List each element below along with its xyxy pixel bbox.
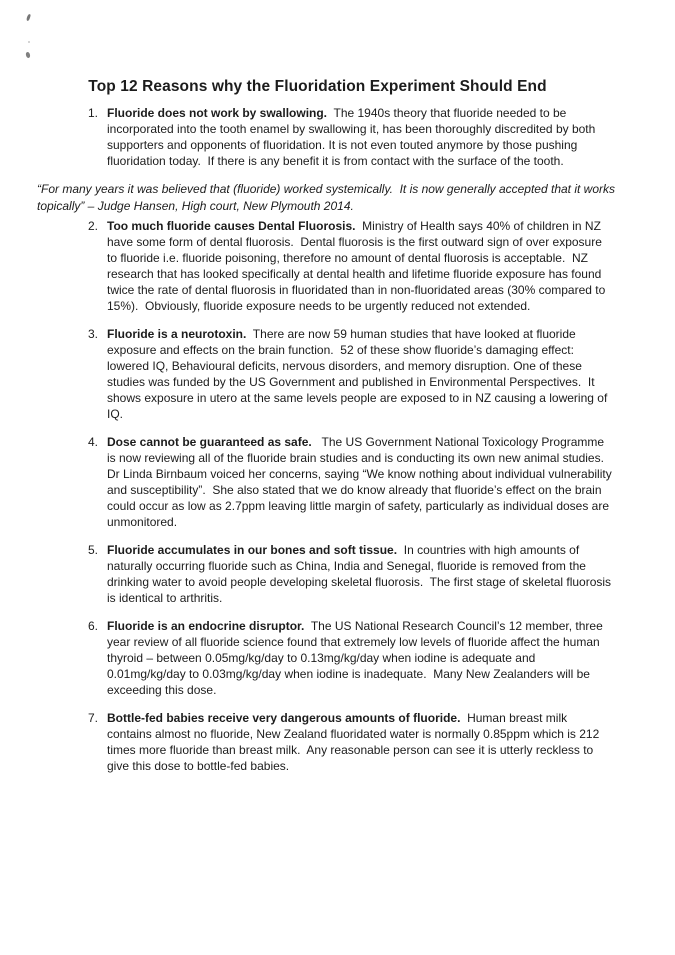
item-body: Ministry of Health says 40% of children in NZ have some form of dental fluorosis. Dental fluorosis is the first outward sign of over exposure to fluoride i.e. fluoride poisoning, therefore no amount of dental fluorosis is acceptable. NZ research that has looked specifically at dental health and lifetime fluoride exposure has found twice the rate of dental fluorosis in fluoridated than in non-fluoridated areas (30% compared to 15%). Obviously, fluoride exposure needs to be urgently reduced not extended. (107, 219, 609, 313)
list-item (88, 542, 613, 606)
item-text (107, 326, 613, 422)
item-lead: Fluoride does not work by swallowing. (107, 106, 328, 120)
item-number: 4. (88, 435, 99, 449)
list-item (88, 434, 616, 530)
item-lead: Fluoride is a neurotoxin. (107, 327, 247, 341)
item-number: 3. (88, 327, 99, 341)
numbered-list-top (0, 105, 675, 169)
item-lead: Fluoride is an endocrine disruptor. (107, 619, 305, 633)
item-body: Human breast milk contains almost no fluoride, New Zealand fluoridated water is normally 0.85ppm which is 212 times more fluoride than breast milk. Any reasonable person can see it is utterly reckless to give this dose to bottle-fed babies. (107, 711, 603, 773)
item-lead: Dose cannot be guaranteed as safe. (107, 435, 312, 449)
item-body: The US Government National Toxicology Programme is now reviewing all of the fluoride brain studies and is conducting its own new animal studies. Dr Linda Birnbaum voiced her concerns, saying “We know nothing about individual vulnerability and susceptibility”. She also stated that we do know already that fluoride’s effect on the brain could occur as low as 2.7ppm leaving little margin of safety, particularly as individual doses are unmonitored. (107, 435, 616, 529)
scan-artifact-speck (25, 52, 30, 59)
item-number: 1. (88, 106, 99, 120)
item-body: The US National Research Council’s 12 member, three year review of all fluoride science found that extremely low levels of fluoride affect the human thyroid – between 0.05mg/kg/day to 0.13mg/kg/day when iodine is adequate and 0.01mg/kg/day to 0.03mg/kg/day when iodine is inadequate. Many New Zealanders will be exceeding this dose. (107, 619, 607, 697)
list-item (88, 326, 613, 422)
item-body: There are now 59 human studies that have looked at fluoride exposure and effects on the brain function. 52 of these show fluoride’s damaging effect: lowered IQ, Behavioural deficits, nervous disorders, and memory disruption. One of these studies was funded by the US Government and published in Environmental Perspectives. It shows exposure in utero at the same levels people are exposed to in NZ causing a lowering of IQ. (107, 327, 611, 421)
pull-quote: “For many years it was believed that (fluoride) worked systemically. It is now generally accepted that it works topically” – Judge Hansen, High court, New Plymouth 2014. (37, 182, 619, 213)
item-number: 2. (88, 219, 99, 233)
document-title: Top 12 Reasons why the Fluoridation Experiment Should End (88, 78, 547, 95)
item-number: 5. (88, 543, 99, 557)
item-text (107, 618, 613, 698)
item-text (107, 542, 613, 606)
list-item (88, 218, 613, 314)
list-item (88, 105, 613, 169)
list-item (88, 618, 613, 698)
item-text (107, 434, 616, 530)
item-lead: Bottle-fed babies receive very dangerous amounts of fluoride. (107, 711, 461, 725)
item-lead: Fluoride accumulates in our bones and soft tissue. (107, 543, 398, 557)
item-number: 6. (88, 619, 99, 633)
item-number: 7. (88, 711, 99, 725)
item-lead: Too much fluoride causes Dental Fluorosis. (107, 219, 356, 233)
item-text (107, 105, 613, 169)
item-body: In countries with high amounts of naturally occurring fluoride such as China, India and Senegal, fluoride is removed from the drinking water to avoid people developing skeletal fluorosis. The first stage of skeletal fluorosis is identical to arthritis. (107, 543, 615, 605)
item-text (107, 710, 613, 774)
numbered-list-main (0, 218, 675, 774)
scan-artifact-speck (26, 14, 31, 22)
scan-artifact-speck (28, 41, 30, 43)
list-item (88, 710, 613, 774)
item-text (107, 218, 613, 314)
item-body: The 1940s theory that fluoride needed to be incorporated into the tooth enamel by swallowing it, has been thoroughly discredited by both supporters and opponents of fluoridation. It is not even touted anymore by those pushing fluoridation today. If there is any benefit it is from contact with the surface of the tooth. (107, 106, 599, 168)
